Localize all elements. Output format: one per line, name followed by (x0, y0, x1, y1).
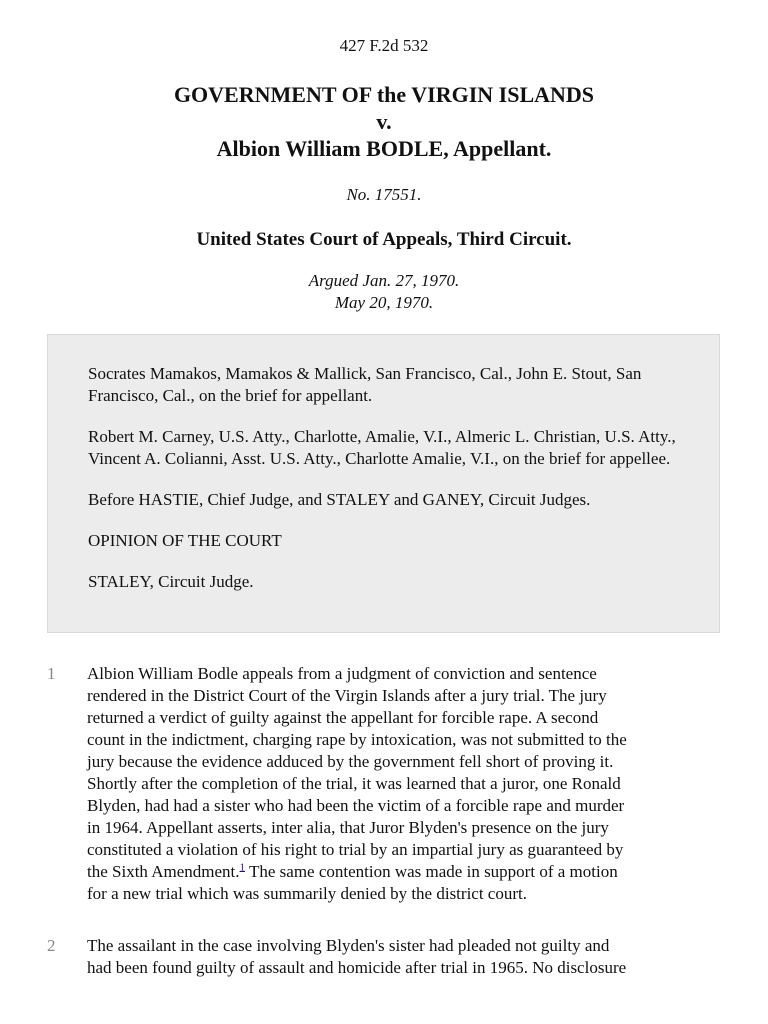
paragraph-text-segment: the Sixth Amendment. (87, 862, 240, 881)
opinion-author: STALEY, Circuit Judge. (88, 572, 254, 591)
paragraph-text-segment: The same contention was made in support of a motion (245, 862, 618, 881)
defendant-name: Albion William BODLE, Appellant. (216, 136, 552, 161)
footnote-link[interactable]: 1 (239, 861, 246, 874)
paragraph-number: 2 (47, 936, 56, 955)
paragraph-line: for a new trial which was summarily denied by the district court. (87, 884, 527, 903)
paragraph-line: The assailant in the case involving Blyden's sister had pleaded not guilty and (87, 936, 610, 955)
paragraph-line: count in the indictment, charging rape by intoxication, was not submitted to the (87, 730, 627, 749)
versus-label: v. (376, 109, 392, 134)
court-name: United States Court of Appeals, Third Circuit. (196, 229, 572, 250)
paragraph-line: returned a verdict of guilty against the appellant for forcible rape. A second (87, 708, 599, 727)
paragraph-text (87, 935, 727, 979)
paragraph-line: constituted a violation of his right to trial by an impartial jury as guaranteed by (87, 840, 624, 859)
argued-date: Argued Jan. 27, 1970. (308, 271, 460, 290)
paragraph-line: Shortly after the completion of the trial, it was learned that a juror, one Ronald (87, 774, 621, 793)
paragraph-line: jury because the evidence adduced by the government fell short of proving it. (87, 752, 614, 771)
case-dates (0, 270, 768, 314)
citation: 427 F.2d 532 (339, 36, 429, 55)
decided-date: May 20, 1970. (334, 293, 434, 312)
plaintiff-name: GOVERNMENT OF the VIRGIN ISLANDS (173, 82, 595, 107)
judicial-panel: Before HASTIE, Chief Judge, and STALEY and GANEY, Circuit Judges. (88, 490, 591, 509)
opinion-paragraph-2 (0, 935, 768, 979)
paragraph-line (87, 861, 727, 883)
opinion-paragraph-1 (0, 663, 768, 905)
opinion-heading: OPINION OF THE COURT (88, 531, 282, 550)
docket-number: No. 17551. (346, 185, 422, 204)
paragraph-text (87, 663, 727, 905)
case-title (0, 81, 768, 162)
paragraph-line: rendered in the District Court of the Virgin Islands after a jury trial. The jury (87, 686, 607, 705)
paragraph-line: Blyden, had had a sister who had been the victim of a forcible rape and murder (87, 796, 625, 815)
preliminary-info-box (47, 334, 720, 633)
paragraph-line: had been found guilty of assault and homicide after trial in 1965. No disclosure (87, 958, 627, 977)
appellee-counsel: Robert M. Carney, U.S. Atty., Charlotte, Amalie, V.I., Almeric L. Christian, U.S. Atty., Vincent A. Colianni, Asst. U.S. Atty., Charlotte Amalie, V.I., on the brief for appellee. (88, 427, 676, 468)
appellant-counsel: Socrates Mamakos, Mamakos & Mallick, San Francisco, Cal., John E. Stout, San Francisco, Cal., on the brief for appellant. (88, 364, 642, 405)
paragraph-line: in 1964. Appellant asserts, inter alia, that Juror Blyden's presence on the jury (87, 818, 609, 837)
paragraph-number: 1 (47, 664, 56, 683)
paragraph-line: Albion William Bodle appeals from a judgment of conviction and sentence (87, 664, 597, 683)
